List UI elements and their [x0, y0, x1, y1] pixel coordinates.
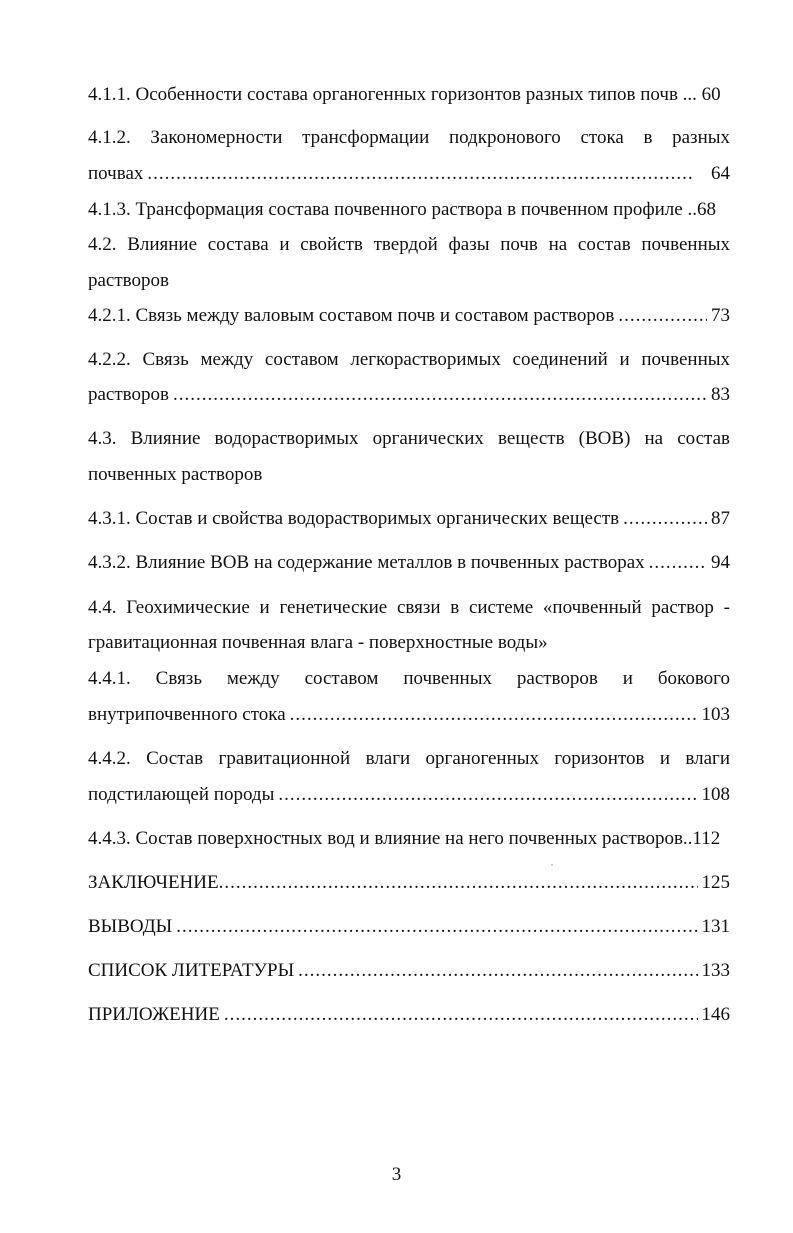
scan-speck	[551, 864, 553, 866]
toc-entry-text: внутрипочвенного стока	[88, 704, 286, 725]
toc-page-number: 64	[711, 163, 730, 184]
dot-leader	[290, 704, 698, 726]
toc-entry-text: подстилающей породы	[88, 784, 275, 805]
dot-leader	[176, 916, 697, 938]
toc-entry-4-2-1	[88, 305, 730, 327]
dot-leader	[173, 384, 707, 406]
dot-leader	[224, 1004, 698, 1026]
toc-page-number: 103	[701, 704, 730, 725]
dot-leader	[147, 163, 693, 185]
toc-entry-4-4-2-line1: 4.4.2. Состав гравитационной влаги органогенных горизонтов и влаги	[88, 748, 730, 769]
toc-page-number: 133	[701, 960, 730, 981]
toc-entry-4-1-3: 4.1.3. Трансформация состава почвенного раствора в почвенном профиле ..68	[88, 199, 716, 220]
toc-entry-text: 4.3.1. Состав и свойства водорастворимых органических веществ	[88, 508, 620, 529]
toc-entry-4-3-line2: почвенных растворов	[88, 464, 263, 485]
toc-entry-4-4-1	[88, 704, 730, 726]
toc-entry-text: растворов	[88, 384, 169, 405]
toc-entry-4-2-line1: 4.2. Влияние состава и свойств твердой фазы почв на состав почвенных	[88, 234, 730, 255]
toc-page-number: 125	[701, 872, 730, 893]
toc-page-number: 87	[711, 508, 730, 529]
toc-page-number: 83	[711, 384, 730, 405]
toc-entry-4-1-2-line1: 4.1.2. Закономерности трансформации подкронового стока в разных	[88, 127, 730, 148]
toc-entry-appendix	[88, 1004, 730, 1026]
toc-entry-text: ВЫВОДЫ	[88, 916, 173, 937]
page-number: 3	[391, 1164, 402, 1185]
toc-entry-text: ПРИЛОЖЕНИЕ	[88, 1004, 220, 1025]
toc-entry-text: СПИСОК ЛИТЕРАТУРЫ	[88, 960, 295, 981]
toc-entry-findings	[88, 916, 730, 938]
toc-entry-references	[88, 960, 730, 982]
toc-page-number: 131	[701, 916, 730, 937]
toc-entry-4-2-line2: растворов	[88, 270, 169, 291]
dot-leader	[649, 552, 707, 574]
toc-page-number: 73	[711, 305, 730, 326]
toc-entry-4-4-line2: гравитационная почвенная влага - поверхностные воды»	[88, 632, 548, 653]
toc-page-number: 108	[701, 784, 730, 805]
toc-entry-text: 4.3.2. Влияние ВОВ на содержание металлов в почвенных растворах	[88, 552, 645, 573]
toc-entry-4-2-2-line1: 4.2.2. Связь между составом легкорастворимых соединений и почвенных	[88, 349, 730, 370]
toc-entry-4-1-2	[88, 163, 730, 185]
toc-entry-conclusion	[88, 872, 730, 894]
dot-leader	[219, 872, 698, 894]
dot-leader	[623, 508, 707, 530]
toc-entry-4-4-3: 4.4.3. Состав поверхностных вод и влияние на него почвенных растворов..112	[88, 828, 721, 849]
toc-entry-4-3-1	[88, 508, 730, 530]
toc-entry-text: 4.2.1. Связь между валовым составом почв и составом растворов	[88, 305, 615, 326]
toc-page-number: 94	[711, 552, 730, 573]
toc-entry-text: ЗАКЛЮЧЕНИЕ	[88, 872, 219, 893]
toc-entry-text: почвах	[88, 163, 144, 184]
toc-page-number: 146	[701, 1004, 730, 1025]
dot-leader	[298, 960, 697, 982]
toc-entry-4-2-2	[88, 384, 730, 406]
toc-entry-4-1-1: 4.1.1. Особенности состава органогенных горизонтов разных типов почв ... 60	[88, 84, 721, 105]
dot-leader	[278, 784, 697, 806]
dot-leader	[618, 305, 707, 327]
toc-entry-4-4-1-line1: 4.4.1. Связь между составом почвенных растворов и бокового	[88, 668, 730, 689]
toc-entry-4-4-line1: 4.4. Геохимические и генетические связи в системе «почвенный раствор -	[88, 597, 730, 618]
toc-entry-4-3-2	[88, 552, 730, 574]
toc-entry-4-3-line1: 4.3. Влияние водорастворимых органических веществ (ВОВ) на состав	[88, 428, 730, 449]
toc-entry-4-4-2	[88, 784, 730, 806]
